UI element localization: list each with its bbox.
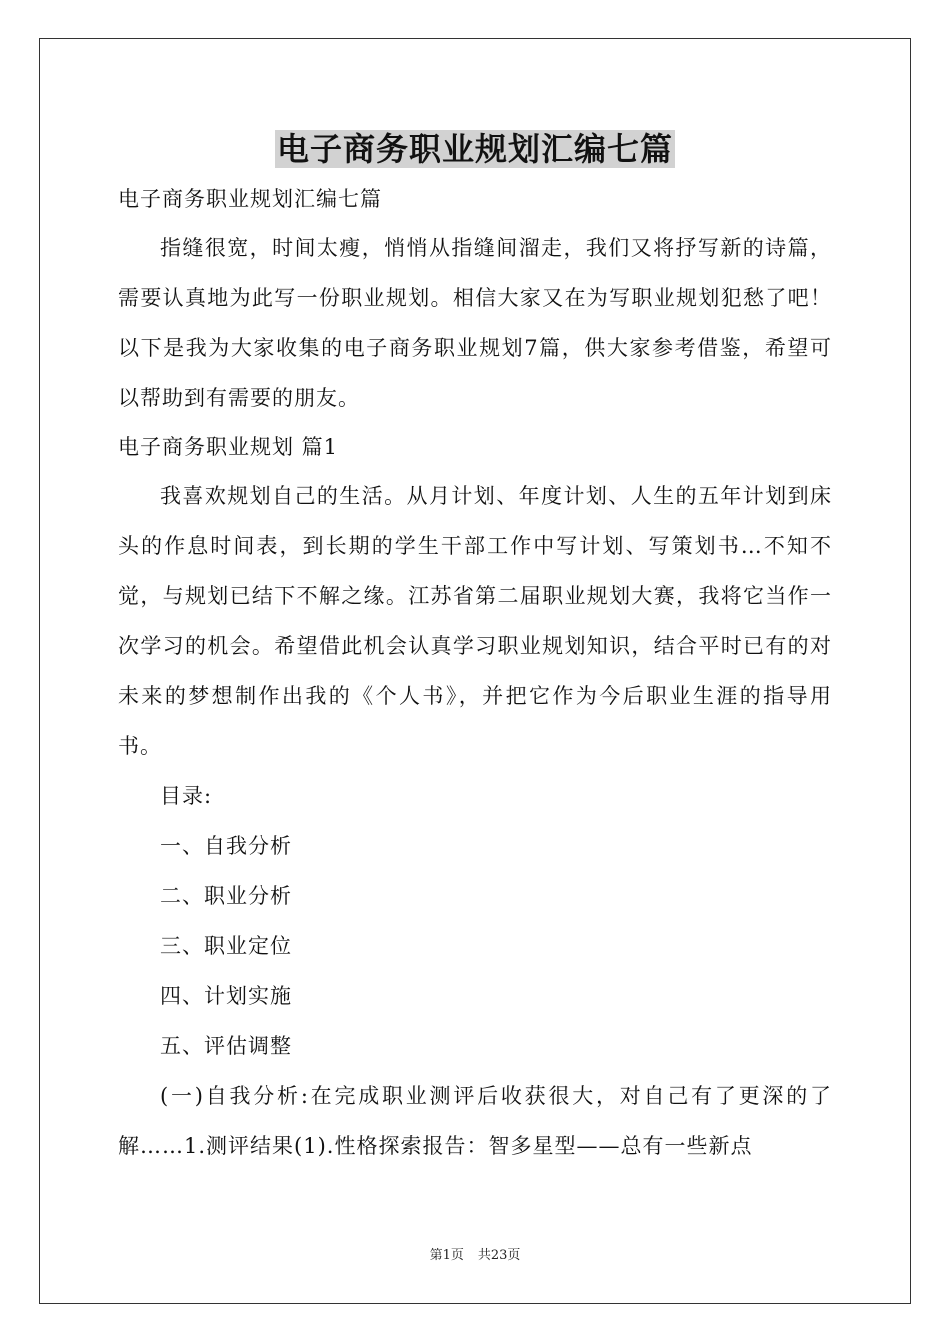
- toc-label: 目录:: [160, 784, 213, 808]
- toc-item: 三、职业定位: [160, 934, 292, 958]
- section-paragraph: 我喜欢规划自己的生活。从月计划、年度计划、人生的五年计划到床头的作息时间表，到长期的学生干部工作中写计划、写策划书…不知不觉，与规划已结下不解之缘。江苏省第二届职业规划大赛，我将它当作一次学习的机会。希望借此机会认真学习职业规划知识，结合平时已有的对未来的梦想制作出我的《个人书》，并把它作为今后职业生涯的指导用书。: [118, 484, 832, 758]
- page-total: 共23页: [477, 1248, 521, 1263]
- toc-item: 五、评估调整: [160, 1034, 292, 1058]
- document-subtitle: 电子商务职业规划汇编七篇: [118, 187, 382, 211]
- document-title: [0, 126, 950, 172]
- intro-paragraph: 指缝很宽，时间太瘦，悄悄从指缝间溜走，我们又将抒写新的诗篇，需要认真地为此写一份职业规划。相信大家又在为写职业规划犯愁了吧！以下是我为大家收集的电子商务职业规划7篇，供大家参考借鉴，希望可以帮助到有需要的朋友。: [118, 236, 832, 410]
- section-heading: 电子商务职业规划 篇1: [118, 435, 339, 459]
- toc-item: 二、职业分析: [160, 884, 292, 908]
- document-body: [118, 175, 832, 1171]
- toc-item: 一、自我分析: [160, 834, 292, 858]
- page-number: 第1页: [429, 1248, 464, 1263]
- self-analysis-paragraph: (一)自我分析:在完成职业测评后收获很大，对自己有了更深的了解……1.测评结果(1).性格探索报告：智多星型——总有一些新点: [118, 1084, 832, 1158]
- document-title-text: 电子商务职业规划汇编七篇: [276, 130, 673, 168]
- page-footer: [0, 1244, 950, 1263]
- toc-item: 四、计划实施: [160, 984, 292, 1008]
